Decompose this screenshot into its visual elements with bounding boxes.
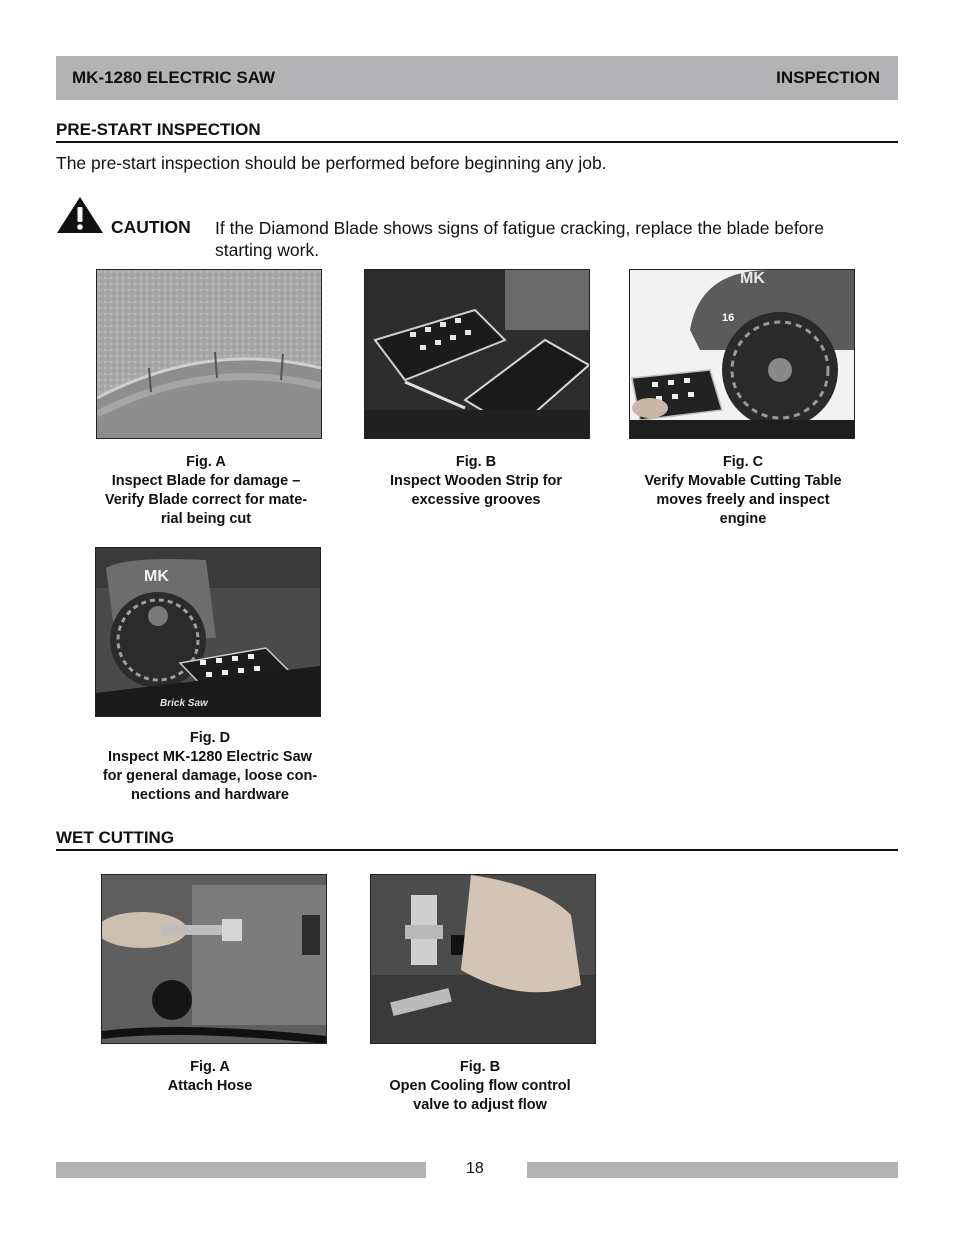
caption-prestart-fig-d (85, 729, 335, 805)
photo-inspect-blade (96, 269, 322, 439)
caption-label: Fig. B (459, 1059, 501, 1075)
caption-label: Fig. A (190, 1059, 230, 1075)
photo-size-text: 16 (722, 312, 735, 324)
caution-label: CAUTION (111, 217, 191, 237)
caption-line: Inspect MK-1280 Electric Saw (108, 749, 312, 765)
caption-wet-fig-b (360, 1058, 600, 1115)
caption-label: Fig. C (722, 454, 764, 470)
caption-wet-fig-a (90, 1058, 330, 1096)
photo-brick-saw-text: Brick Saw (160, 698, 208, 709)
caption-line: Inspect Blade for damage – (111, 473, 301, 489)
section-name: INSPECTION (776, 68, 880, 87)
caption-line: Attach Hose (167, 1078, 253, 1094)
prestart-section-title: PRE-START INSPECTION (56, 120, 898, 143)
caption-line: excessive grooves (411, 492, 541, 508)
footer-bar-left (56, 1162, 426, 1178)
caution-text (215, 217, 895, 261)
caption-line: Verify Blade correct for mate- (104, 492, 308, 508)
header-bar (56, 56, 898, 100)
caption-prestart-fig-b (356, 453, 596, 510)
caption-line: nections and hardware (131, 787, 289, 803)
caption-label: Fig. A (186, 454, 226, 470)
wet-cutting-section-title: WET CUTTING (56, 828, 898, 851)
caption-line: valve to adjust flow (413, 1097, 547, 1113)
page-number: 18 (466, 1160, 484, 1177)
caution-text-line1: If the Diamond Blade shows signs of fatigue cracking, replace the blade before (215, 218, 824, 238)
caution-text-line2: starting work. (215, 240, 320, 260)
manual-title: MK-1280 ELECTRIC SAW (72, 68, 276, 87)
caption-prestart-fig-a (86, 453, 326, 529)
caption-line: Inspect Wooden Strip for (389, 473, 563, 489)
caption-line: moves freely and inspect (656, 492, 830, 508)
photo-brand-text: MK (144, 568, 169, 585)
photo-attach-hose (101, 874, 327, 1044)
prestart-intro: The pre-start inspection should be performed before beginning any job. (56, 153, 607, 173)
warning-triangle-icon (56, 196, 104, 234)
caption-line: rial being cut (160, 511, 252, 527)
photo-full-saw (95, 547, 321, 717)
caption-label: Fig. B (455, 454, 497, 470)
caption-line: engine (719, 511, 767, 527)
caption-label: Fig. D (189, 730, 231, 746)
photo-brand-text: MK (740, 270, 765, 287)
caption-line: Open Cooling flow control (389, 1078, 571, 1094)
footer-bar-right (527, 1162, 898, 1178)
photo-inspect-wooden-strip (364, 269, 590, 439)
caption-prestart-fig-c (618, 453, 868, 529)
caption-line: Verify Movable Cutting Table (644, 473, 842, 489)
photo-cooling-valve (370, 874, 596, 1044)
caption-line: for general damage, loose con- (102, 768, 318, 784)
photo-movable-table (629, 269, 855, 439)
